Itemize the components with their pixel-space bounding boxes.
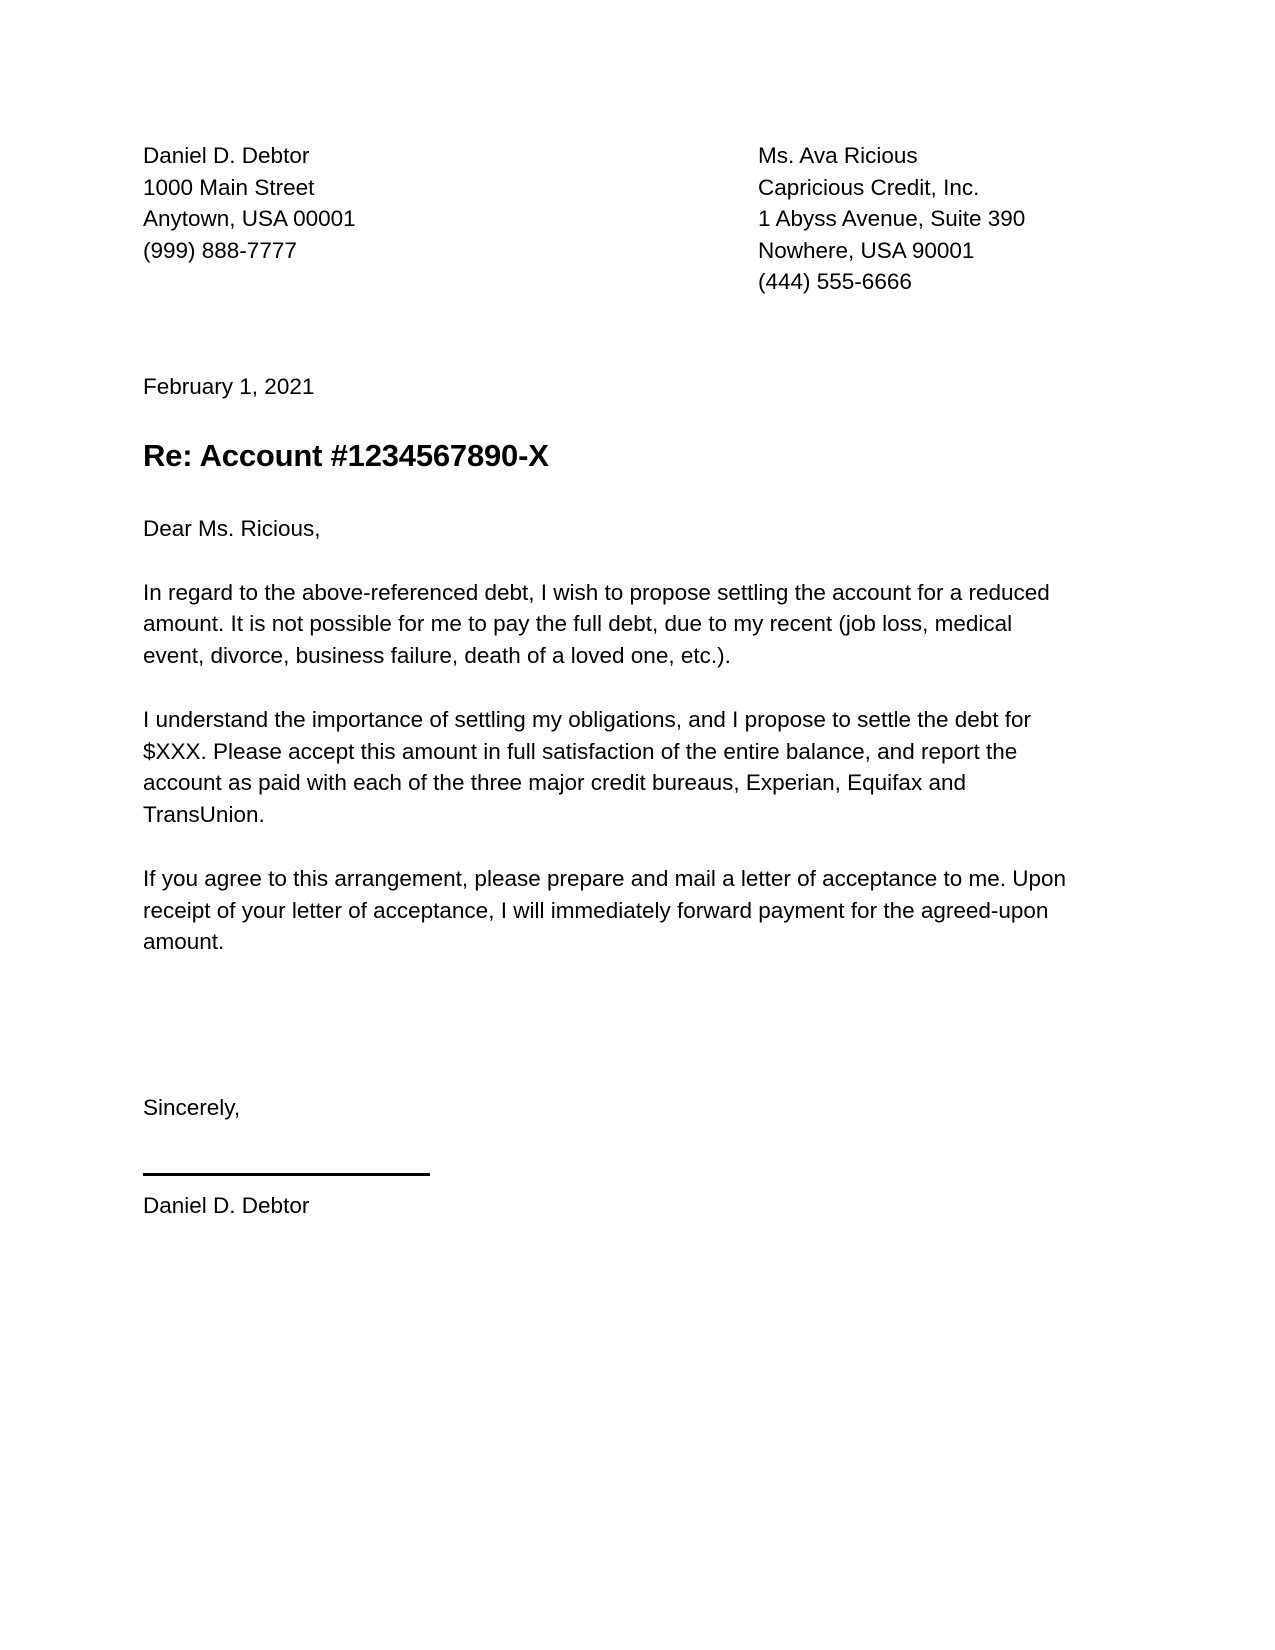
recipient-phone: (444) 555-6666 (758, 269, 912, 294)
recipient-city-state-zip: Nowhere, USA 90001 (758, 237, 975, 263)
subject-line: Re: Account #1234567890-X (143, 437, 549, 473)
signature-name: Daniel D. Debtor (143, 1192, 310, 1218)
sender-city-state-zip: Anytown, USA 00001 (143, 206, 356, 231)
body-paragraph-3: If you agree to this arrangement, please prepare and mail a letter of acceptance to me. Upon receipt of your letter of acceptance, I will immediately forward payment for the agreed-upon amount. (143, 866, 1067, 954)
signature-line (143, 1173, 430, 1176)
recipient-company: Capricious Credit, Inc. (758, 174, 980, 200)
recipient-street: 1 Abyss Avenue, Suite 390 (758, 206, 1026, 231)
sender-name: Daniel D. Debtor (143, 143, 310, 168)
closing-salutation: Sincerely, (143, 1094, 241, 1120)
salutation: Dear Ms. Ricious, (143, 515, 321, 541)
recipient-name: Ms. Ava Ricious (758, 143, 918, 168)
letter-date: February 1, 2021 (143, 373, 315, 399)
sender-address-block (143, 140, 758, 266)
letter-body (143, 140, 1068, 1221)
sender-phone: (999) 888-7777 (143, 237, 297, 263)
sender-street: 1000 Main Street (143, 174, 315, 200)
body-paragraph-1: In regard to the above-referenced debt, I wish to propose settling the account for a reduced amount. It is not possible for me to pay the full debt, due to my recent (job loss, medical event, divorce, business failure, death of a loved one, etc.). (143, 579, 1050, 668)
body-paragraph-2: I understand the importance of settling my obligations, and I propose to settle the debt for $XXX. Please accept this amount in full satisfaction of the entire balance, and report the account as paid with each of the three major credit bureaus, Experian, Equifax and TransUnion. (143, 707, 1032, 827)
address-header (143, 140, 1068, 298)
recipient-address-block (758, 140, 1068, 298)
